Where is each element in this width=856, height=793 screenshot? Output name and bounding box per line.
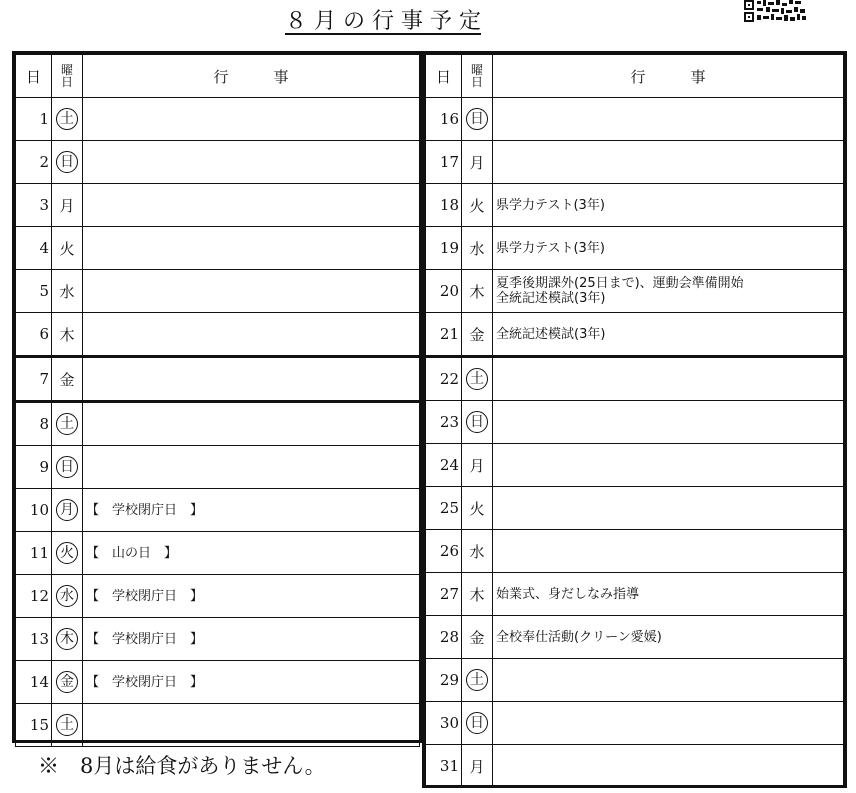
calendar-first-half: [12, 51, 423, 743]
calendar-row: [16, 575, 420, 618]
day-number: 5: [16, 270, 52, 313]
day-number: 30: [426, 702, 462, 745]
weekday: [52, 532, 83, 575]
weekday: [462, 227, 493, 270]
weekday: [52, 402, 83, 446]
holiday-weekday-mark: 日: [466, 712, 488, 734]
calendar-row: [426, 270, 844, 313]
calendar-row: [16, 98, 420, 141]
calendar-row: [16, 446, 420, 489]
event-cell: [493, 141, 844, 184]
calendar-row: [16, 227, 420, 270]
weekday-label: 金: [59, 370, 75, 389]
event-text: 【 山の日 】: [86, 545, 178, 561]
event-cell: [83, 402, 420, 446]
calendar-row: [16, 357, 420, 402]
event-cell: [83, 532, 420, 575]
event-cell: [83, 98, 420, 141]
event-cell: [83, 446, 420, 489]
calendar-row: [426, 702, 844, 745]
day-number: 31: [426, 745, 462, 788]
weekday: [52, 575, 83, 618]
day-number: 12: [16, 575, 52, 618]
calendar-row: [426, 141, 844, 184]
holiday-weekday-mark: 日: [56, 456, 78, 478]
event-text: 県学力テスト(3年): [496, 240, 605, 256]
event-cell: [493, 745, 844, 788]
weekday-label: 月: [469, 153, 485, 172]
event-cell: [83, 618, 420, 661]
qr-code-icon: [744, 0, 806, 22]
holiday-weekday-mark: 火: [56, 542, 78, 564]
day-number: 17: [426, 141, 462, 184]
calendar-row: [16, 184, 420, 227]
calendar-second-half: [422, 51, 847, 788]
weekday: [462, 141, 493, 184]
day-number: 20: [426, 270, 462, 313]
calendar-row: [16, 489, 420, 532]
event-header: 行 事: [493, 55, 844, 98]
day-number: 18: [426, 184, 462, 227]
calendar-row: [16, 661, 420, 704]
event-cell: [83, 227, 420, 270]
weekday-label: 月: [469, 757, 485, 776]
calendar-row: [16, 313, 420, 357]
calendar-row: [426, 444, 844, 487]
holiday-weekday-mark: 土: [56, 413, 78, 435]
day-number: 27: [426, 573, 462, 616]
event-cell: [493, 659, 844, 702]
holiday-weekday-mark: 日: [466, 108, 488, 130]
event-cell: [493, 573, 844, 616]
weekday: [462, 98, 493, 141]
calendar-row: [426, 98, 844, 141]
weekday-label: 木: [59, 325, 75, 344]
event-cell: [493, 616, 844, 659]
calendar-row: [426, 227, 844, 270]
day-number: 8: [16, 402, 52, 446]
day-number: 25: [426, 487, 462, 530]
calendar-row: [426, 357, 844, 401]
holiday-weekday-mark: 土: [56, 714, 78, 736]
weekday-header: 曜 日: [52, 55, 83, 98]
event-text: 【 学校閉庁日 】: [86, 502, 204, 518]
weekday: [462, 702, 493, 745]
day-number: 14: [16, 661, 52, 704]
weekday-header: 曜 日: [462, 55, 493, 98]
day-number: 24: [426, 444, 462, 487]
weekday: [52, 98, 83, 141]
day-number: 29: [426, 659, 462, 702]
lunch-note: ※ 8月は給食がありません。: [38, 754, 326, 778]
event-cell: [83, 141, 420, 184]
event-text: 始業式、身だしなみ指導: [496, 586, 640, 602]
event-cell: [83, 357, 420, 402]
holiday-weekday-mark: 水: [56, 585, 78, 607]
weekday-label: 木: [469, 585, 485, 604]
calendar-row: [426, 313, 844, 357]
weekday: [462, 313, 493, 357]
event-cell: [493, 444, 844, 487]
weekday-label: 水: [469, 239, 485, 258]
event-text: 全統記述模試(3年): [496, 291, 606, 306]
weekday: [52, 446, 83, 489]
weekday: [52, 141, 83, 184]
event-text: 【 学校閉庁日 】: [86, 631, 204, 647]
calendar-row: [16, 532, 420, 575]
calendar-row: [16, 618, 420, 661]
weekday: [462, 659, 493, 702]
weekday: [52, 618, 83, 661]
day-number: 11: [16, 532, 52, 575]
event-cell: [83, 704, 420, 747]
day-number: 28: [426, 616, 462, 659]
weekday: [462, 616, 493, 659]
event-text: 全校奉仕活動(クリーン愛媛): [496, 629, 662, 645]
day-number: 6: [16, 313, 52, 357]
day-number: 15: [16, 704, 52, 747]
weekday: [462, 357, 493, 401]
calendar-row: [426, 487, 844, 530]
day-number: 4: [16, 227, 52, 270]
weekday: [52, 184, 83, 227]
calendar-row: [16, 402, 420, 446]
day-number: 23: [426, 401, 462, 444]
day-number: 10: [16, 489, 52, 532]
holiday-weekday-mark: 土: [466, 368, 488, 390]
event-cell: [83, 575, 420, 618]
weekday-label: 木: [469, 282, 485, 301]
holiday-weekday-mark: 日: [466, 411, 488, 433]
weekday: [52, 661, 83, 704]
calendar-row: [426, 184, 844, 227]
calendar-row: [16, 141, 420, 184]
weekday: [462, 530, 493, 573]
event-cell: [83, 270, 420, 313]
weekday: [52, 227, 83, 270]
day-number: 9: [16, 446, 52, 489]
holiday-weekday-mark: 土: [56, 108, 78, 130]
day-number: 21: [426, 313, 462, 357]
day-number: 7: [16, 357, 52, 402]
weekday: [462, 184, 493, 227]
event-cell: [83, 313, 420, 357]
weekday: [52, 313, 83, 357]
day-header: 日: [16, 55, 52, 98]
day-number: 19: [426, 227, 462, 270]
day-number: 16: [426, 98, 462, 141]
weekday: [52, 489, 83, 532]
event-cell: [83, 184, 420, 227]
event-cell: [493, 98, 844, 141]
weekday: [462, 401, 493, 444]
event-cell: [493, 270, 844, 313]
holiday-weekday-mark: 日: [56, 151, 78, 173]
day-number: 26: [426, 530, 462, 573]
calendar-row: [426, 530, 844, 573]
event-cell: [493, 313, 844, 357]
weekday: [462, 444, 493, 487]
event-cell: [493, 702, 844, 745]
event-cell: [83, 661, 420, 704]
weekday-label: 水: [59, 282, 75, 301]
day-header: 日: [426, 55, 462, 98]
weekday: [52, 704, 83, 747]
weekday: [52, 270, 83, 313]
weekday: [462, 745, 493, 788]
holiday-weekday-mark: 金: [56, 671, 78, 693]
weekday-label: 火: [59, 239, 75, 258]
weekday-label: 月: [469, 456, 485, 475]
event-text: 【 学校閉庁日 】: [86, 588, 204, 604]
event-cell: [83, 489, 420, 532]
day-number: 3: [16, 184, 52, 227]
calendar-row: [426, 745, 844, 788]
holiday-weekday-mark: 月: [56, 499, 78, 521]
event-cell: [493, 227, 844, 270]
event-cell: [493, 401, 844, 444]
day-number: 13: [16, 618, 52, 661]
day-number: 1: [16, 98, 52, 141]
calendar-row: [16, 704, 420, 747]
calendar-row: [426, 401, 844, 444]
calendar-row: [16, 270, 420, 313]
calendar-row: [426, 659, 844, 702]
event-text: 夏季後期課外(25日まで)、運動会準備開始: [496, 276, 744, 291]
day-number: 22: [426, 357, 462, 401]
holiday-weekday-mark: 木: [56, 628, 78, 650]
page-title: ８ 月 の 行 事 予 定: [285, 9, 481, 34]
weekday-label: 火: [469, 499, 485, 518]
event-cell: [493, 530, 844, 573]
weekday-label: 金: [469, 628, 485, 647]
day-number: 2: [16, 141, 52, 184]
weekday-label: 月: [59, 196, 75, 215]
event-header: 行 事: [83, 55, 420, 98]
event-text: 【 学校閉庁日 】: [86, 674, 204, 690]
event-text: 全統記述模試(3年): [496, 326, 606, 342]
calendar-row: [426, 616, 844, 659]
weekday-label: 水: [469, 542, 485, 561]
event-cell: [493, 487, 844, 530]
weekday: [462, 573, 493, 616]
weekday: [52, 357, 83, 402]
weekday-label: 金: [469, 325, 485, 344]
event-text: 県学力テスト(3年): [496, 197, 605, 213]
holiday-weekday-mark: 土: [466, 669, 488, 691]
calendar-row: [426, 573, 844, 616]
event-cell: [493, 357, 844, 401]
weekday: [462, 270, 493, 313]
event-cell: [493, 184, 844, 227]
weekday: [462, 487, 493, 530]
weekday-label: 火: [469, 196, 485, 215]
